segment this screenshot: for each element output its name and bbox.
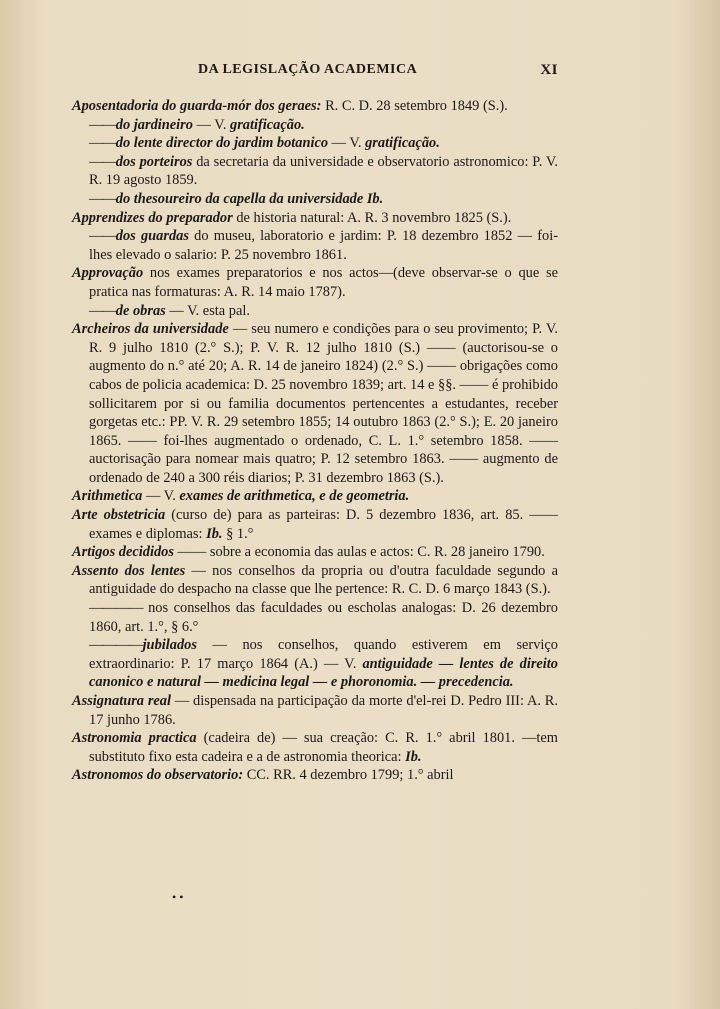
entry-text: nos exames preparatorios e nos actos—(deve observar-se o que se pratica nas formaturas: A. R. 14 maio 1787).	[89, 265, 558, 300]
index-subentry	[72, 302, 558, 321]
index-entry	[72, 543, 558, 562]
entry-text: — V.	[328, 135, 366, 152]
index-subentry	[72, 153, 558, 190]
entry-text: (curso de) para as parteiras: D. 5 dezembro 1836, art. 85. —— exames e diplomas:	[89, 507, 558, 542]
index-entry	[72, 692, 558, 729]
entry-text: — nos conselhos da propria ou d'outra faculdade segundo a antiguidade do despacho na classe que lhe pertence: R. C. D. 6 março 1843 (S.).	[89, 562, 558, 598]
index-subentry	[72, 116, 558, 135]
entry-term: Approvação	[72, 265, 144, 282]
index-entry	[72, 264, 558, 301]
entry-dash: ——	[89, 135, 116, 152]
entry-term: Astronomos do observatorio:	[72, 767, 244, 784]
entry-term: do jardineiro	[115, 116, 193, 133]
index-entry	[72, 562, 558, 599]
entry-text: da secretaria da universidade e observatorio astronomico: P. V. R. 19 agosto 1859.	[89, 153, 558, 189]
entry-text-tail: § 1.°	[222, 525, 254, 542]
entry-text: —— sobre a economia das aulas e actos: C. R. 28 janeiro 1790.	[173, 544, 545, 561]
entry-term: dos guardas	[115, 228, 189, 245]
index-entry	[72, 97, 558, 116]
entry-term: Assignatura real	[72, 693, 171, 709]
index-body	[72, 97, 558, 785]
entry-term: Archeiros da universidade	[72, 321, 229, 338]
index-entry	[72, 766, 558, 785]
entry-dash: ——	[89, 302, 116, 319]
entry-text: — dispensada na participação da morte d'el-rei D. Pedro III: A. R. 17 junho 1786.	[89, 693, 558, 728]
index-entry	[72, 729, 558, 766]
entry-term: Assento dos lentes	[72, 562, 186, 579]
entry-dash: ————	[89, 637, 143, 654]
entry-term: do lente director do jardim botanico	[115, 135, 329, 152]
index-subentry	[72, 636, 558, 692]
entry-reference: Ib.	[366, 190, 384, 207]
entry-dash: ——	[89, 228, 116, 245]
entry-dash: ——	[89, 190, 116, 207]
entry-term: do thesoureiro da capella da universidade	[115, 190, 364, 207]
footer-mark: • •	[172, 890, 184, 904]
entry-reference: gratificação.	[230, 116, 305, 133]
entry-text: do museu, laboratorio e jardim: P. 18 dezembro 1852 — foi-lhes elevado o salario: P. 25 novembro 1861.	[89, 228, 558, 263]
entry-term: Arithmetica	[72, 488, 143, 505]
entry-text: nos conselhos das faculdades ou escholas analogas: D. 26 dezembro 1860, art. 1.°, § 6.°	[89, 600, 558, 635]
entry-text: — V.	[192, 116, 231, 133]
running-header	[72, 62, 558, 84]
entry-term: Astronomia practica	[72, 730, 197, 747]
entry-reference: gratificação.	[365, 135, 440, 152]
index-subentry	[72, 134, 558, 153]
entry-reference: exames de arithmetica, e de geometria.	[179, 488, 410, 505]
index-subentry	[72, 599, 558, 636]
index-entry	[72, 506, 558, 543]
index-subentry	[72, 190, 558, 209]
entry-reference: antiguidade — lentes de direito canonico e natural — medicina legal — e phoronomia. — precedencia.	[89, 655, 558, 691]
entry-text: CC. RR. 4 dezembro 1799; 1.° abril	[243, 767, 454, 784]
entry-text: — nos conselhos, quando estiverem em serviço extraordinario: P. 17 março 1864 (A.) — V.	[89, 637, 558, 672]
entry-text: (cadeira de) — sua creação: C. R. 1.° abril 1801. —tem substituto fixo esta cadeira e a de astronomia theorica:	[89, 730, 558, 765]
header-title: DA LEGISLAÇÃO ACADEMICA	[198, 62, 418, 77]
entry-term: dos porteiros	[115, 153, 193, 170]
entry-term: Apprendizes do preparador	[72, 209, 233, 226]
entry-term: Aposentadoria do guarda-mór dos geraes:	[72, 98, 322, 114]
entry-term: Arte obstetricia	[72, 507, 166, 524]
entry-term: de obras	[115, 302, 166, 319]
index-entry	[72, 320, 558, 487]
entry-dash: ——	[89, 153, 116, 170]
entry-term: Artigos decididos	[72, 544, 174, 561]
index-entry	[72, 209, 558, 228]
entry-dash: ————	[89, 600, 143, 617]
entry-dash: ——	[89, 116, 116, 133]
entry-term: jubilados	[142, 637, 197, 654]
index-subentry	[72, 227, 558, 264]
page-number: XI	[540, 62, 558, 78]
index-entry	[72, 487, 558, 506]
entry-text: — seu numero e condições para o seu provimento; P. V. R. 9 julho 1810 (2.° S.); P. V. R. 12 julho 1810 (S.) —— (auctorisou-se o augmento do n.° até 20; A. R. 14 de janeiro 1824) (2.° S.) —— obrigações como cabos de policia academica: D. 25 novembro 1839; art. 14 e §§. —— é prohibido sollicitarem por si ou familia documentos pertencentes a estudantes, receber gorgetas etc.: PP. V. R. 29 setembro 1855; 14 outubro 1863 (2.° S.); E. 20 janeiro 1865. —— foi-lhes augmentado o ordenado, C. L. 1.° setembro 1858. —— auctorisação para nomear mais quatro; P. 12 setembro 1863. —— augmento de ordenado de 240 a 300 réis diarios; P. 31 dezembro 1863 (S.).	[89, 321, 558, 486]
entry-text: de historia natural: A. R. 3 novembro 1825 (S.).	[232, 209, 512, 226]
entry-text: — V.	[142, 488, 180, 505]
entry-text: R. C. D. 28 setembro 1849 (S.).	[321, 98, 508, 114]
entry-text: — V. esta pal.	[165, 302, 250, 319]
entry-reference: Ib.	[206, 525, 223, 542]
entry-reference: Ib.	[405, 748, 422, 765]
